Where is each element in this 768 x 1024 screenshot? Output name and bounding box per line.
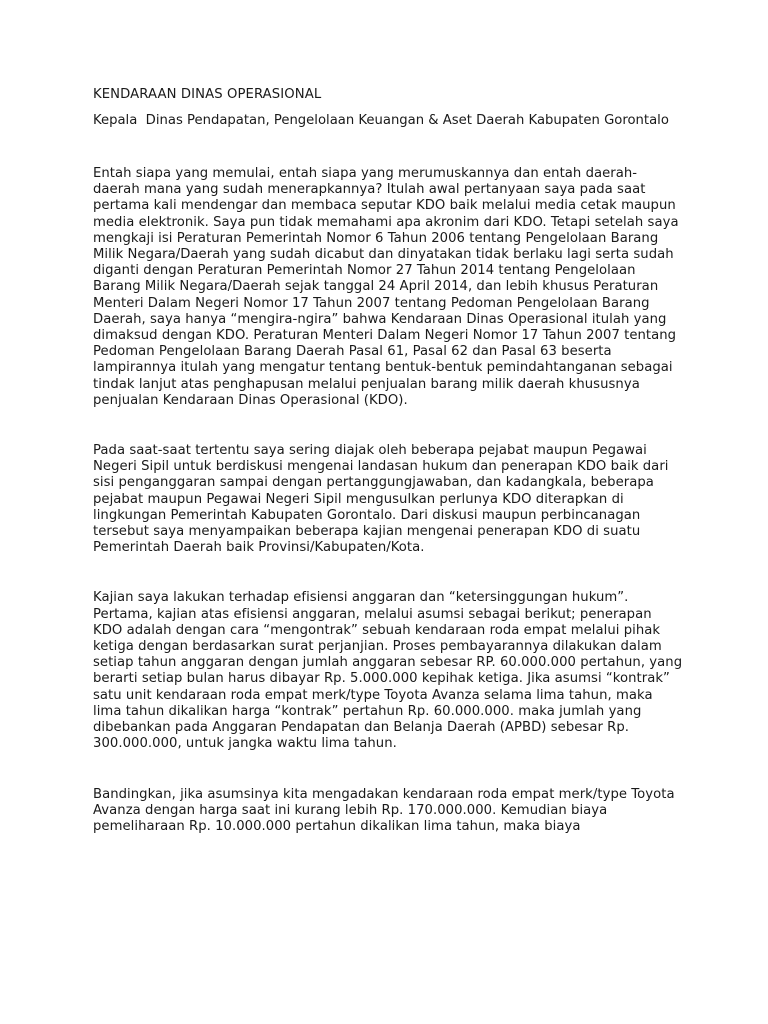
paragraph-3: Kajian saya lakukan terhadap efisiensi anggaran dan “ketersinggungan hukum”. Pertama, kajian atas efisiensi anggaran, melalui asumsi sebagai berikut; penerapan KDO adalah dengan cara “mengontrak” sebuah kendaraan roda empat melalui pihak ketiga dengan berdasarkan surat perjanjian. Proses pembayarannya dilakukan dalam setiap tahun anggaran dengan jumlah anggaran sebesar RP. 60.000.000 pertahun, yang berarti setiap bulan harus dibayar Rp. 5.000.000 kepihak ketiga. Jika asumsi “kontrak” satu unit kendaraan roda empat merk/type Toyota Avanza selama lima tahun, maka lima tahun dikalikan harga “kontrak” pertahun Rp. 60.000.000. maka jumlah yang dibebankan pada Anggaran Pendapatan dan Belanja Daerah (APBD) sebesar Rp. 300.000.000, untuk jangka waktu lima tahun. bbox=[93, 590, 683, 752]
paragraph-1: Entah siapa yang memulai, entah siapa yang merumuskannya dan entah daerah-daerah mana yang sudah menerapkannya? Itulah awal pertanyaan saya pada saat pertama kali mendengar dan membaca seputar KDO baik melalui media cetak maupun media elektronik. Saya pun tidak memahami apa akronim dari KDO. Tetapi setelah saya mengkaji isi Peraturan Pemerintah Nomor 6 Tahun 2006 tentang Pengelolaan Barang Milik Negara/Daerah yang sudah dicabut dan dinyatakan tidak berlaku lagi serta sudah diganti dengan Peraturan Pemerintah Nomor 27 Tahun 2014 tentang Pengelolaan Barang Milik Negara/Daerah sejak tanggal 24 April 2014, dan lebih khusus Peraturan Menteri Dalam Negeri Nomor 17 Tahun 2007 tentang Pedoman Pengelolaan Barang Daerah, saya hanya “mengira-ngira” bahwa Kendaraan Dinas Operasional itulah yang dimaksud dengan KDO. Peraturan Menteri Dalam Negeri Nomor 17 Tahun 2007 tentang Pedoman Pengelolaan Barang Daerah Pasal 61, Pasal 62 dan Pasal 63 beserta lampirannya itulah yang mengatur tentang bentuk-bentuk pemindahtanganan sebagai tindak lanjut atas penghapusan melalui penjualan barang milik daerah khususnya penjualan Kendaraan Dinas Operasional (KDO). bbox=[93, 166, 679, 408]
paragraph-4: Bandingkan, jika asumsinya kita mengadakan kendaraan roda empat merk/type Toyota Avanza dengan harga saat ini kurang lebih Rp. 170.000.000. Kemudian biaya pemeliharaan Rp. 10.000.000 pertahun dikalikan lima tahun, maka biaya bbox=[93, 786, 675, 834]
paragraph-2: Pada saat-saat tertentu saya sering diajak oleh beberapa pejabat maupun Pegawai Negeri Sipil untuk berdiskusi mengenai landasan hukum dan penerapan KDO baik dari sisi penganggaran sampai dengan pertanggungjawaban, dan kadangkala, beberapa pejabat maupun Pegawai Negeri Sipil mengusulkan perlunya KDO diterapkan di lingkungan Pemerintah Kabupaten Gorontalo. Dari diskusi maupun perbincanagan tersebut saya menyampaikan beberapa kajian mengenai penerapan KDO di suatu Pemerintah Daerah baik Provinsi/Kabupaten/Kota. bbox=[93, 443, 669, 556]
document-page bbox=[93, 86, 683, 869]
document-title: KENDARAAN DINAS OPERASIONAL bbox=[93, 87, 322, 102]
document-subtitle: Kepala Dinas Pendapatan, Pengelolaan Keuangan & Aset Daerah Kabupaten Gorontalo bbox=[93, 113, 669, 128]
